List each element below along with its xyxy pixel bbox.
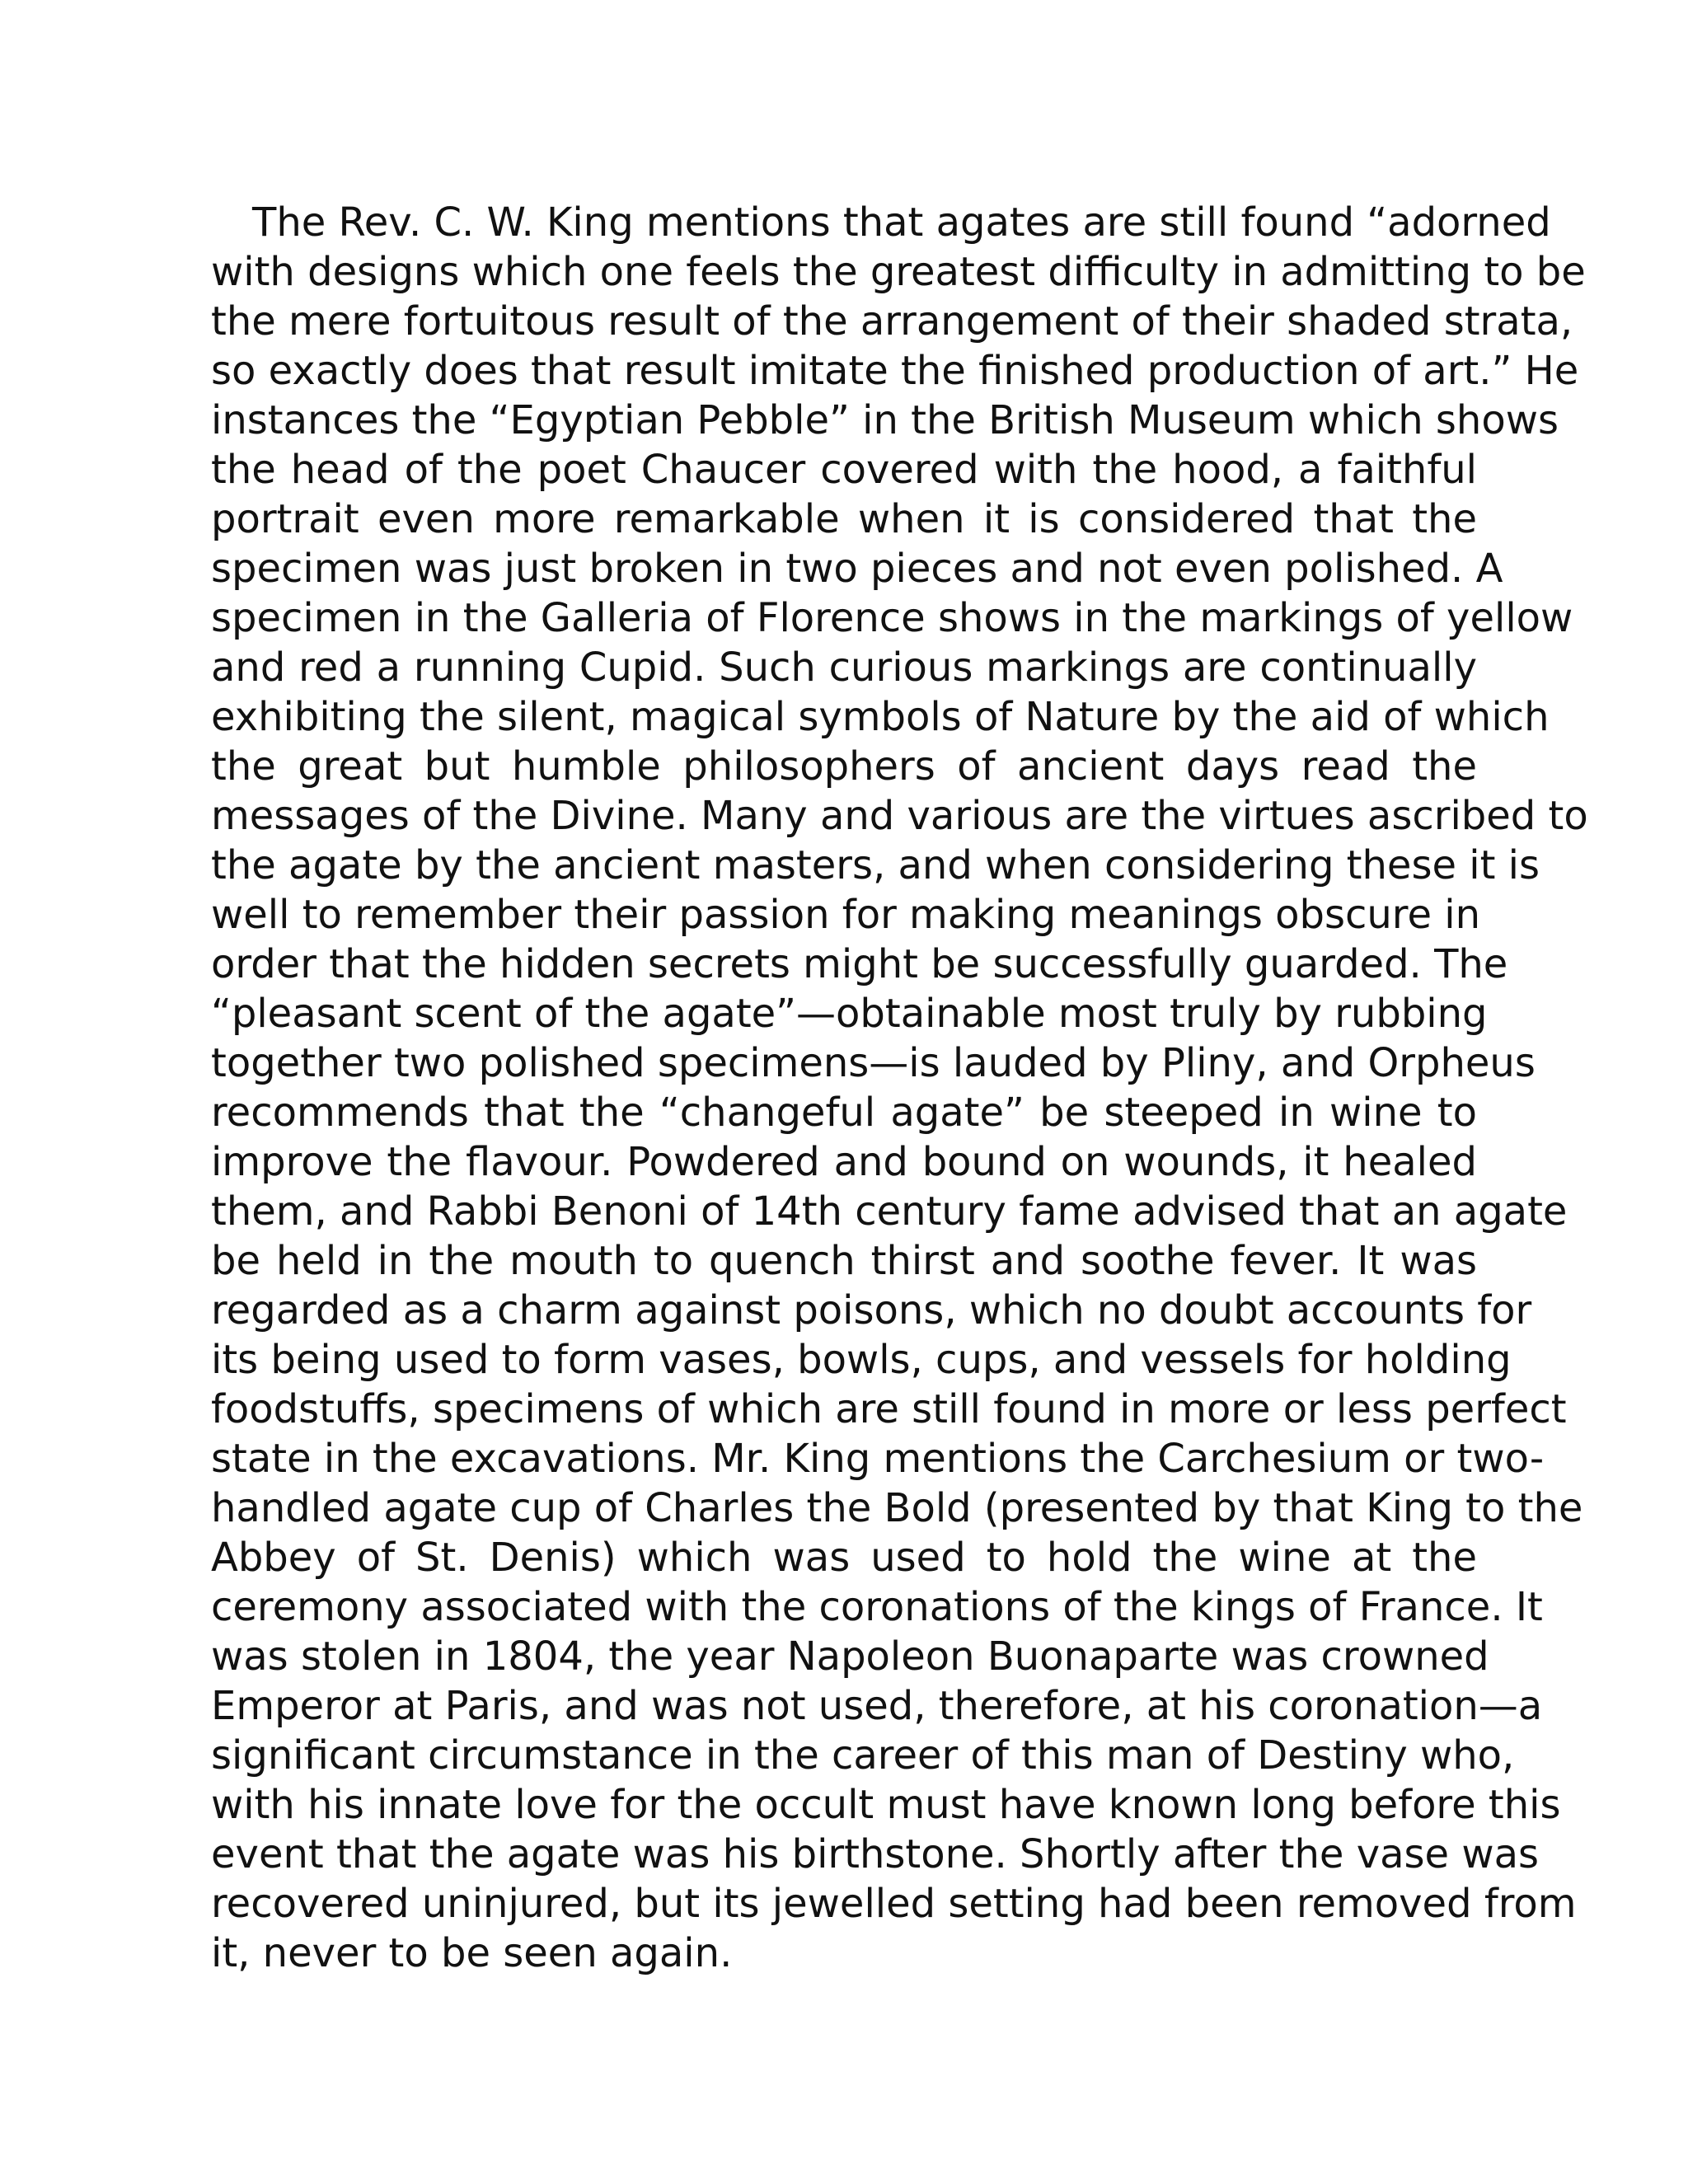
paragraph-line: portrait even more remarkable when it is considered that the: [211, 496, 1477, 542]
paragraph-line: the agate by the ancient masters, and when considering these it is: [211, 842, 1540, 888]
paragraph-line: them, and Rabbi Benoni of 14th century fame advised that an agate: [211, 1188, 1568, 1235]
paragraph-line: event that the agate was his birthstone. Shortly after the vase was: [211, 1831, 1539, 1877]
paragraph-line: its being used to form vases, bowls, cups, and vessels for holding: [211, 1337, 1512, 1383]
paragraph-line: it, never to be seen again.: [211, 1930, 733, 1976]
paragraph-line: Abbey of St. Denis) which was used to hold the wine at the: [211, 1535, 1477, 1581]
paragraph-line: The Rev. C. W. King mentions that agates are still found “adorned: [252, 199, 1551, 246]
paragraph-line: exhibiting the silent, magical symbols of Nature by the aid of which: [211, 694, 1550, 740]
paragraph-line: Emperor at Paris, and was not used, therefore, at his coronation—a: [211, 1683, 1543, 1729]
paragraph-line: and red a running Cupid. Such curious markings are continually: [211, 644, 1477, 691]
paragraph-line: “pleasant scent of the agate”—obtainable most truly by rubbing: [211, 991, 1488, 1037]
paragraph-line: with his innate love for the occult must have known long before this: [211, 1782, 1561, 1828]
body-paragraph: [211, 198, 1588, 1978]
paragraph-line: with designs which one feels the greatest difficulty in admitting to be: [211, 249, 1586, 295]
paragraph-line: messages of the Divine. Many and various are the virtues ascribed to: [211, 793, 1588, 839]
paragraph-line: recovered uninjured, but its jewelled setting had been removed from: [211, 1881, 1577, 1927]
paragraph-line: order that the hidden secrets might be successfully guarded. The: [211, 941, 1508, 987]
paragraph-line: state in the excavations. Mr. King mentions the Carchesium or two-: [211, 1436, 1545, 1482]
paragraph-line: the great but humble philosophers of ancient days read the: [211, 743, 1477, 790]
paragraph-line: instances the “Egyptian Pebble” in the British Museum which shows: [211, 397, 1559, 443]
paragraph-line: the head of the poet Chaucer covered with the hood, a faithful: [211, 447, 1477, 493]
paragraph-line: handled agate cup of Charles the Bold (presented by that King to the: [211, 1485, 1583, 1531]
paragraph-line: well to remember their passion for making meanings obscure in: [211, 892, 1481, 938]
paragraph-line: significant circumstance in the career of this man of Destiny who,: [211, 1732, 1515, 1779]
paragraph-line: specimen was just broken in two pieces and not even polished. A: [211, 546, 1503, 592]
paragraph-line: so exactly does that result imitate the finished production of art.” He: [211, 348, 1579, 394]
paragraph-line: recommends that the “changeful agate” be steeped in wine to: [211, 1090, 1477, 1136]
paragraph-line: together two polished specimens—is lauded by Pliny, and Orpheus: [211, 1040, 1536, 1086]
paragraph-line: specimen in the Galleria of Florence shows in the markings of yellow: [211, 595, 1573, 641]
paragraph-line: ceremony associated with the coronations of the kings of France. It: [211, 1584, 1543, 1630]
paragraph-line: improve the flavour. Powdered and bound on wounds, it healed: [211, 1139, 1477, 1185]
paragraph-line: regarded as a charm against poisons, which no doubt accounts for: [211, 1287, 1532, 1333]
paragraph-line: the mere fortuitous result of the arrangement of their shaded strata,: [211, 298, 1573, 344]
paragraph-line: foodstuffs, specimens of which are still found in more or less perfect: [211, 1386, 1567, 1432]
paragraph-line: be held in the mouth to quench thirst and soothe fever. It was: [211, 1238, 1477, 1284]
paragraph-line: was stolen in 1804, the year Napoleon Buonaparte was crowned: [211, 1633, 1489, 1680]
